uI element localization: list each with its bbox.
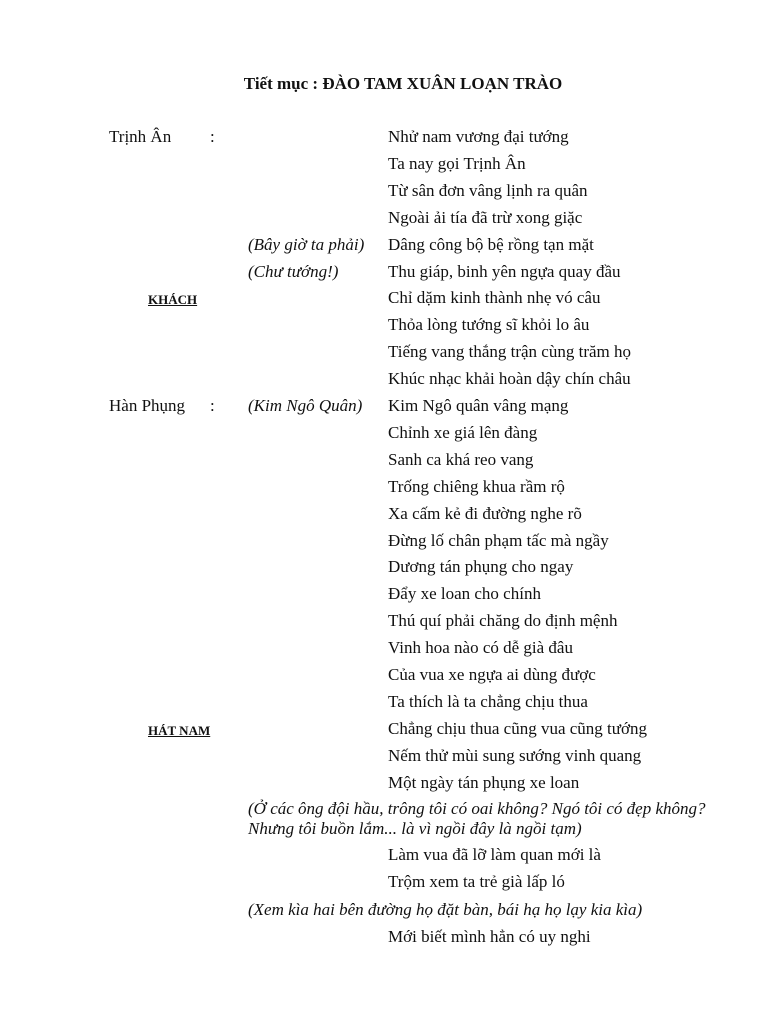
script-line bbox=[0, 368, 768, 390]
script-line bbox=[0, 476, 768, 498]
speaker-name: Hàn Phụng bbox=[109, 396, 186, 415]
script-line bbox=[0, 261, 768, 283]
verse-line: Dâng công bộ bệ rồng tạn mặt bbox=[388, 235, 594, 254]
stage-direction: (Bây giờ ta phải) bbox=[248, 235, 365, 254]
script-line bbox=[0, 449, 768, 471]
script-line bbox=[0, 503, 768, 525]
script-line bbox=[0, 207, 768, 229]
verse-line: Dương tán phụng cho ngay bbox=[388, 557, 574, 576]
verse-line: Của vua xe ngựa ai dùng được bbox=[388, 665, 596, 684]
verse-line: Chẳng chịu thua cũng vua cũng tướng bbox=[388, 719, 647, 738]
stage-direction: (Kim Ngô Quân) bbox=[248, 396, 363, 415]
script-line bbox=[0, 637, 768, 659]
script-line bbox=[0, 422, 768, 444]
verse-line: Trộm xem ta trẻ già lấp ló bbox=[388, 872, 565, 891]
script-line bbox=[0, 153, 768, 175]
script-line bbox=[0, 341, 768, 363]
script-line bbox=[0, 610, 768, 632]
section-heading: HÁT NAM bbox=[148, 723, 211, 738]
script-line bbox=[0, 234, 768, 256]
verse-line: Nhử nam vương đại tướng bbox=[388, 127, 569, 146]
script-line bbox=[0, 556, 768, 578]
verse-line: Từ sân đơn vâng lịnh ra quân bbox=[388, 181, 588, 200]
speaker-colon: : bbox=[210, 127, 215, 146]
verse-line: Đẩy xe loan cho chính bbox=[388, 584, 541, 603]
verse-line: Chỉ dặm kinh thành nhẹ vó câu bbox=[388, 288, 601, 307]
verse-line: Chỉnh xe giá lên đàng bbox=[388, 423, 538, 442]
script-line bbox=[0, 287, 768, 309]
verse-line: Xa cấm kẻ đi đường nghe rõ bbox=[388, 504, 582, 523]
script-line bbox=[0, 395, 768, 417]
stage-direction-note: (Ở các ông đội hầu, trông tôi có oai không? Ngó tôi có đẹp không? Nhưng tôi buồn lắm... là vì ngồi đây là ngồi tạm) bbox=[248, 799, 706, 838]
verse-line: Vinh hoa nào có dễ già đâu bbox=[388, 638, 573, 657]
stage-direction: (Chư tướng!) bbox=[248, 262, 339, 281]
verse-line: Thỏa lòng tướng sĩ khỏi lo âu bbox=[388, 315, 590, 334]
verse-line: Thú quí phải chăng do định mệnh bbox=[388, 611, 618, 630]
script-line bbox=[0, 126, 768, 148]
script-line bbox=[0, 530, 768, 552]
script-line bbox=[0, 180, 768, 202]
script-line bbox=[0, 926, 768, 948]
verse-line: Ta thích là ta chẳng chịu thua bbox=[388, 692, 588, 711]
script-line bbox=[0, 314, 768, 336]
verse-line: Một ngày tán phụng xe loan bbox=[388, 773, 580, 792]
script-line bbox=[0, 772, 768, 794]
verse-line: Sanh ca khá reo vang bbox=[388, 450, 534, 469]
speaker-name: Trịnh Ân bbox=[109, 127, 172, 146]
script-line bbox=[0, 745, 768, 767]
speaker-colon: : bbox=[210, 396, 215, 415]
verse-line: Khúc nhạc khải hoàn dậy chín châu bbox=[388, 369, 631, 388]
verse-line: Thu giáp, binh yên ngựa quay đầu bbox=[388, 262, 621, 281]
verse-line: Tiếng vang thắng trận cùng trăm họ bbox=[388, 342, 631, 361]
script-line bbox=[0, 691, 768, 713]
script-line bbox=[0, 871, 768, 893]
page-title: Tiết mục : ĐÀO TAM XUÂN LOẠN TRÀO bbox=[243, 74, 563, 93]
script-line bbox=[0, 844, 768, 866]
verse-line: Trống chiêng khua rầm rộ bbox=[388, 477, 565, 496]
stage-direction-note: (Xem kìa hai bên đường họ đặt bàn, bái hạ họ lạy kia kìa) bbox=[248, 900, 643, 919]
verse-line: Làm vua đã lỡ làm quan mới là bbox=[388, 845, 601, 864]
verse-line: Kim Ngô quân vâng mạng bbox=[388, 396, 569, 415]
verse-line: Đừng lố chân phạm tấc mà ngầy bbox=[388, 531, 609, 550]
script-line bbox=[0, 583, 768, 605]
script-line bbox=[0, 664, 768, 686]
section-heading: KHÁCH bbox=[148, 292, 198, 307]
verse-line: Ta nay gọi Trịnh Ân bbox=[388, 154, 526, 173]
script-line bbox=[0, 718, 768, 740]
verse-line: Ngoài ải tía đã trừ xong giặc bbox=[388, 208, 583, 227]
verse-line: Mới biết mình hẳn có uy nghi bbox=[388, 927, 591, 946]
verse-line: Nếm thử mùi sung sướng vinh quang bbox=[388, 746, 642, 765]
